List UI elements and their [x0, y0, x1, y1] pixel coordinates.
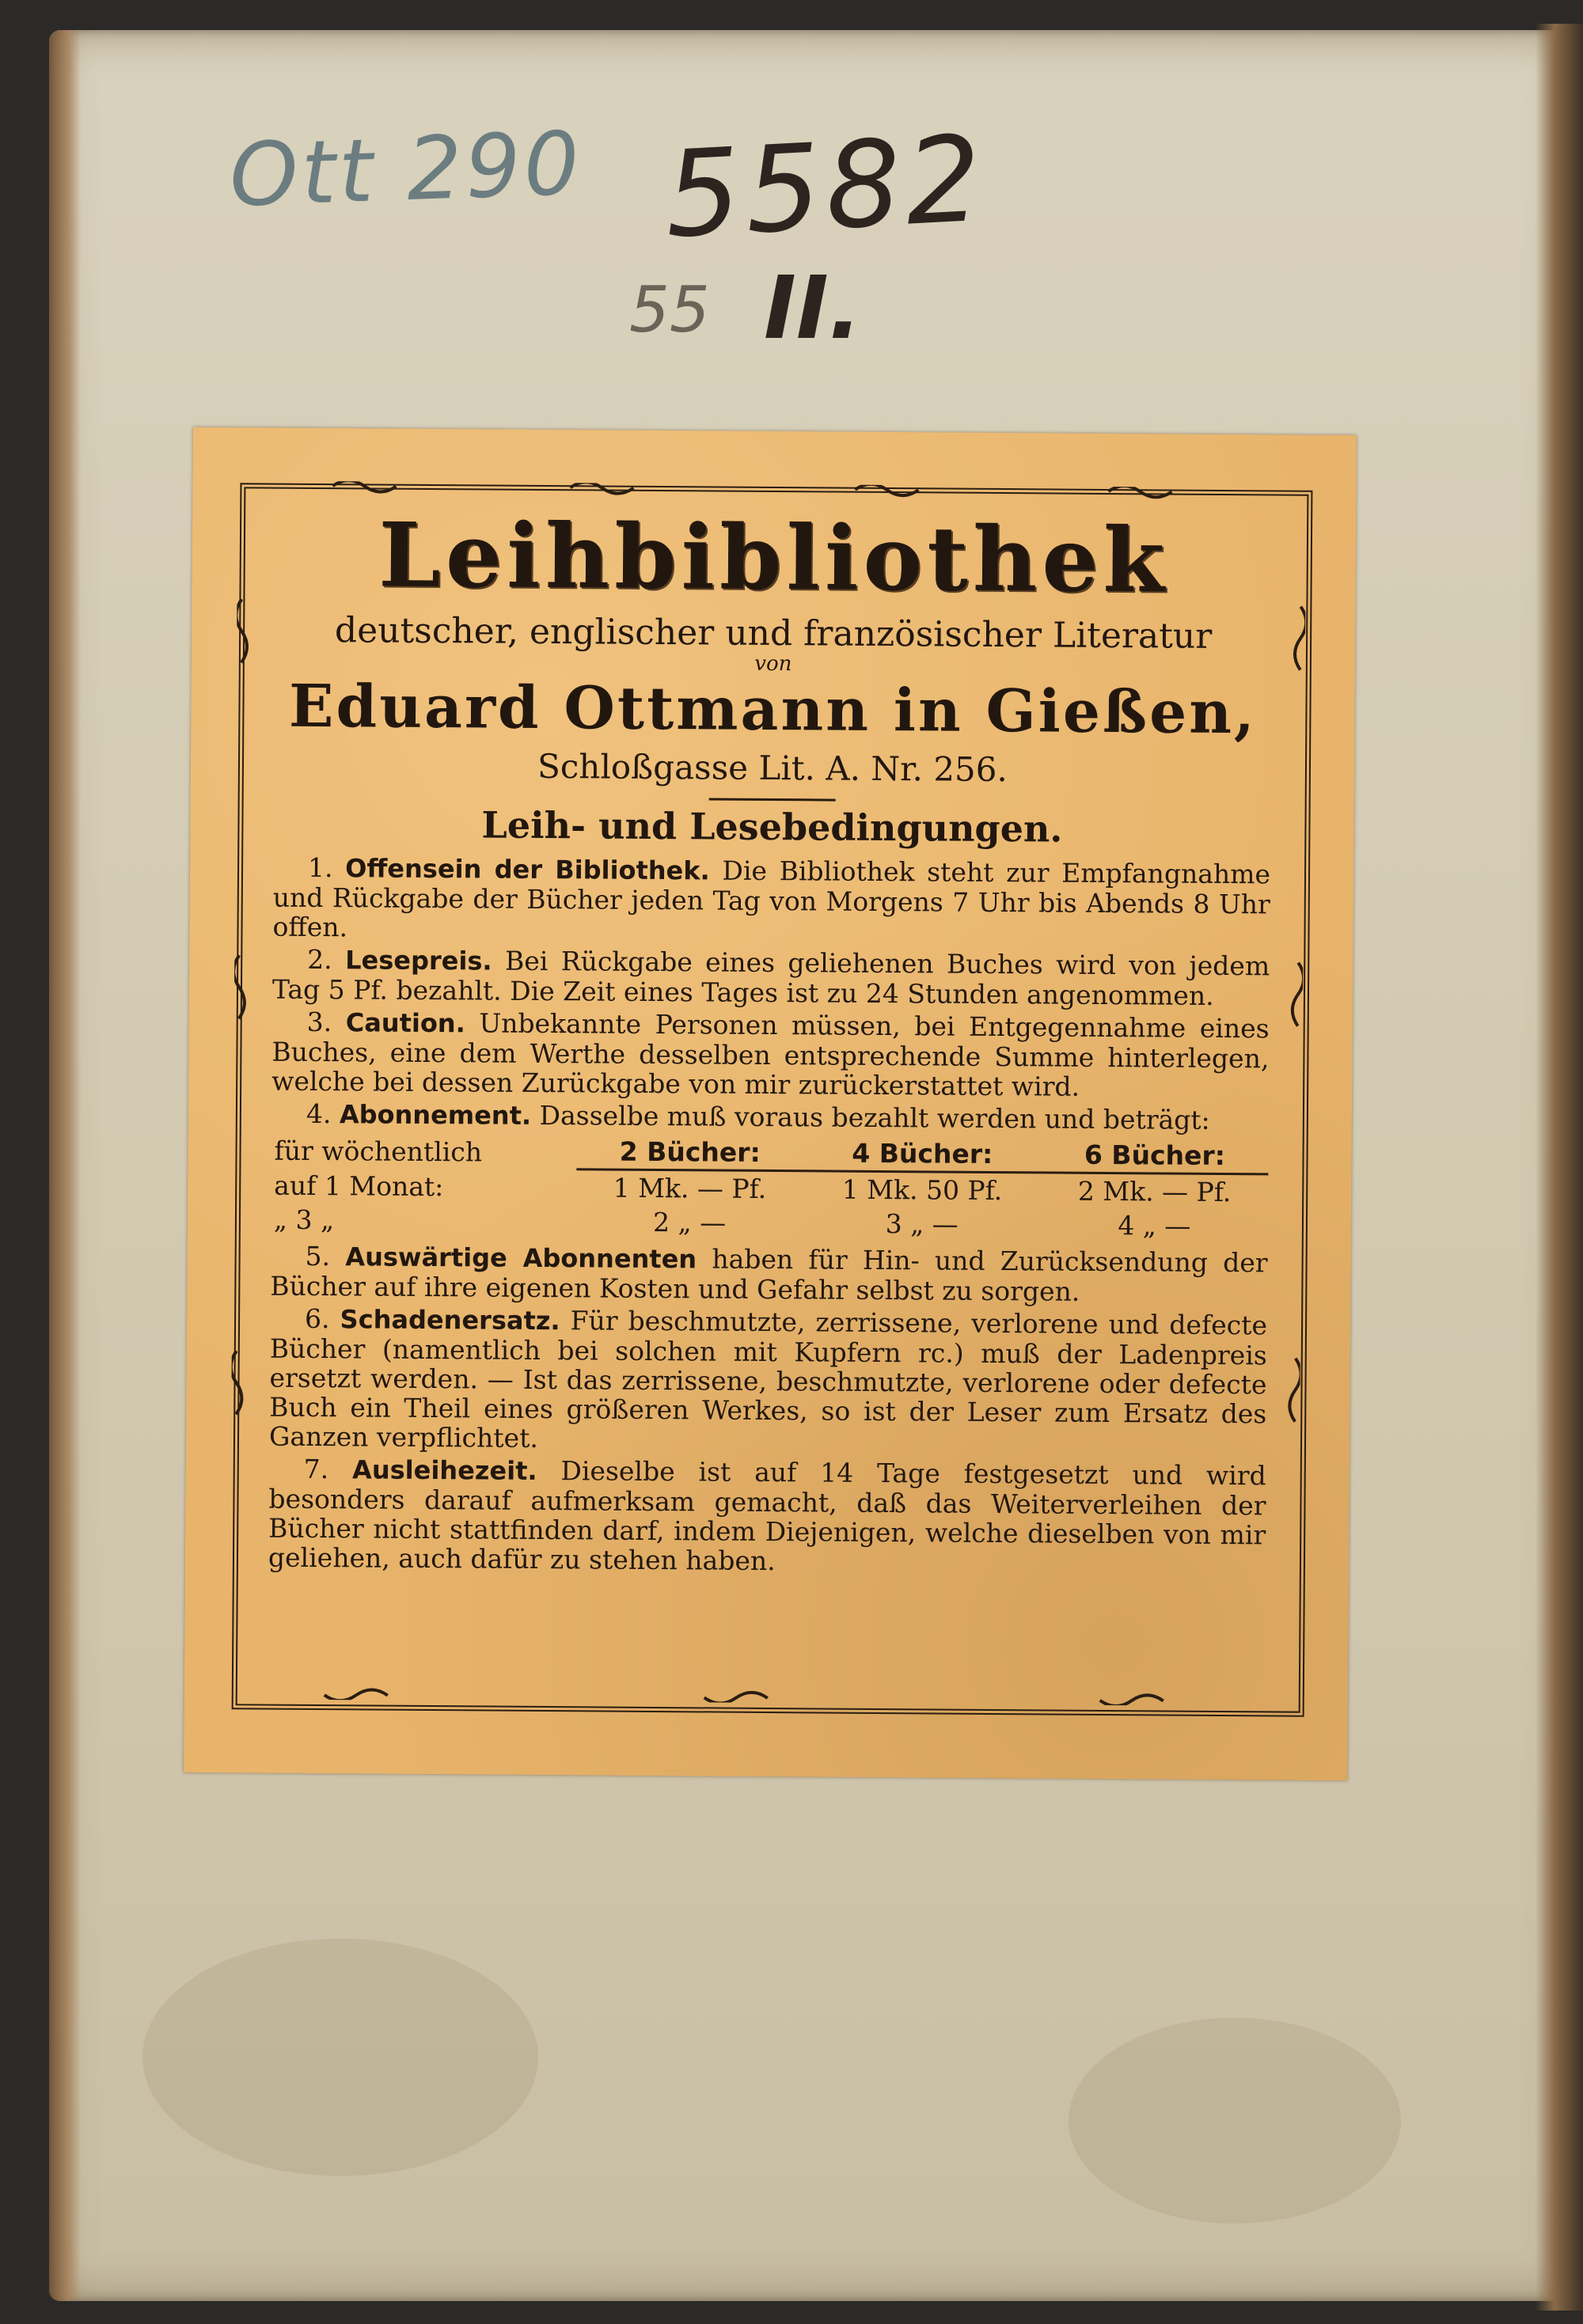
cover-left-edge: [49, 30, 81, 2301]
label-subtitle: deutscher, englischer und französischer Literatur: [334, 610, 1213, 657]
table-row: [271, 1203, 1268, 1244]
rates-cell: 1 Mk. 50 Pf.: [841, 1173, 1003, 1207]
rule-heading: Offensein der Bibliothek.: [345, 853, 710, 886]
rates-row-label: auf 1 Monat:: [274, 1170, 444, 1203]
rule-paragraph: [272, 853, 1270, 949]
rule-text: Bei Rückgabe eines geliehenen Buches wird von jedem Tag 5 Pf. bezahlt. Die Zeit eines Tages ist zu 24 Stunden angenommen.: [271, 945, 1270, 1011]
rule-number: 7.: [303, 1453, 329, 1485]
rates-column-header: 6 Bücher:: [1041, 1137, 1269, 1174]
rule-heading: Abonnement.: [339, 1099, 532, 1131]
rates-row-header: für wöchentlich: [274, 1135, 483, 1167]
rates-column-header: 4 Bücher:: [803, 1135, 1041, 1173]
rule-text: Die Bibliothek steht zur Empfangnahme und Rückgabe der Bücher jeden Tag von Morgens 7 Uhr bis Abends 8 Uhr offen.: [272, 855, 1271, 943]
conditions-heading: Leih- und Lesebedingungen.: [481, 803, 1063, 851]
rule-number: 1.: [307, 851, 333, 884]
rule-text: Unbekannte Personen müssen, bei Entgegennahme eines Buches, eine dem Werthe desselben entsprechende Summe hinterlegen, welche bei dessen Zurückgabe von mir zurückerstattet wird.: [271, 1007, 1270, 1102]
book-spine: [1536, 24, 1583, 2311]
rule-heading: Auswärtige Abonnenten: [345, 1242, 697, 1275]
label-address: Schloßgasse Lit. A. Nr. 256.: [537, 746, 1008, 790]
label-content: [268, 495, 1274, 1705]
library-label: [184, 427, 1357, 1780]
rule-heading: Lesepreis.: [345, 945, 492, 976]
rates-row-label: „ 3 „: [273, 1204, 335, 1236]
rule-text: Dieselbe ist auf 14 Tage festgesetzt und wird besonders darauf aufmerksam gemacht, daß das Weiterverleihen der Bücher nicht stattfinden darf, indem Diejenigen, welche dieselben von mir geliehen, auch dafür zu stehen haben.: [268, 1455, 1266, 1577]
rule-heading: Caution.: [345, 1007, 465, 1039]
rule-paragraph: [268, 1454, 1266, 1579]
rates-cell: 4 „ —: [1118, 1210, 1191, 1242]
rates-column-header: 2 Bücher:: [576, 1134, 804, 1171]
handwritten-old-mark: II.: [764, 257, 862, 358]
rule-heading: Ausleihezeit.: [352, 1454, 537, 1486]
rule-text: Dasselbe muß voraus bezahlt werden und beträgt:: [539, 1099, 1210, 1135]
rule-heading: Schadenersatz.: [340, 1304, 560, 1336]
rule-paragraph: [269, 1304, 1267, 1458]
rates-cell: 2 Mk. — Pf.: [1077, 1175, 1232, 1208]
rule-number: 5.: [305, 1240, 331, 1272]
handwritten-accession-number: 5582: [661, 110, 990, 265]
rates-cell: 2 „ —: [652, 1206, 727, 1238]
rule-text: Für beschmutzte, zerrissene, verlorene und defecte Bücher (namentlich bei solchen mit Kupfern rc.) muß der Ladenpreis ersetzt werden. — Ist das zerrissene, beschmutzte, verlorene oder defecte Buch ein Theil eines größeren Werkes, so ist der Leser zum Ersatz des Ganzen verpflichtet.: [268, 1305, 1268, 1454]
paper-stain: [1069, 2018, 1401, 2224]
rule-text: haben für Hin- und Zurücksendung der Bücher auf ihre eigenen Kosten und Gefahr selbst zu sorgen.: [270, 1243, 1268, 1307]
divider: [709, 798, 836, 801]
rule-paragraph: [272, 945, 1270, 1011]
rule-number: 3.: [306, 1006, 332, 1038]
rule-paragraph: [271, 1099, 1269, 1136]
rates-cell: 1 Mk. — Pf.: [613, 1172, 767, 1204]
handwritten-old-number: 55: [629, 273, 710, 347]
rates-cell: 3 „ —: [885, 1208, 959, 1240]
handwritten-shelfmark: Ott 290: [227, 112, 584, 226]
rule-number: 4.: [306, 1098, 332, 1130]
subscription-rates-table: [271, 1132, 1269, 1244]
rule-number: 6.: [304, 1302, 330, 1335]
rule-number: 2.: [307, 943, 332, 976]
label-von: von: [754, 651, 792, 677]
rule-paragraph: [271, 1007, 1270, 1103]
label-owner: Eduard Ottmann in Gießen,: [288, 672, 1258, 748]
rule-paragraph: [270, 1242, 1267, 1308]
label-title: Leihbibliothek: [378, 503, 1170, 613]
paper-stain: [142, 1939, 538, 2176]
